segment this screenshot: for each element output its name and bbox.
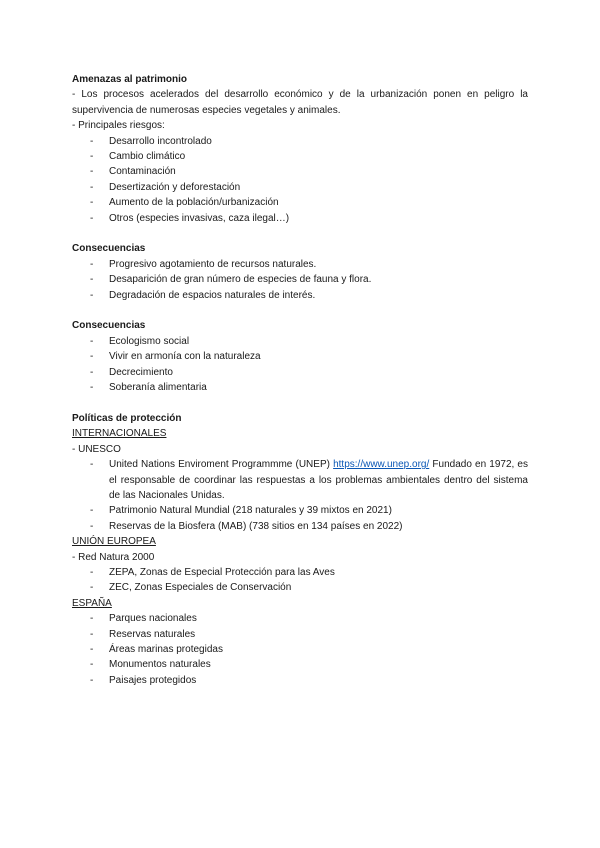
list-item: - Soberanía alimentaria xyxy=(72,380,528,395)
dash-bullet: - xyxy=(90,258,94,270)
dash-bullet: - xyxy=(90,335,94,347)
list-item: - Reservas de la Biosfera (MAB) (738 sitios en 134 países en 2022) xyxy=(72,519,528,534)
list-item: - Monumentos naturales xyxy=(72,657,528,672)
dash-bullet: - xyxy=(90,566,94,578)
list-item: - ZEPA, Zonas de Especial Protección para las Aves xyxy=(72,565,528,580)
international-list xyxy=(72,457,528,534)
risks-label: - Principales riesgos: xyxy=(72,120,165,132)
dash-bullet: - xyxy=(90,366,94,378)
dash-bullet: - xyxy=(90,613,94,625)
dash-bullet: - xyxy=(90,505,94,517)
dash-bullet: - xyxy=(90,459,94,471)
list-item: - Áreas marinas protegidas xyxy=(72,642,528,657)
spain-list xyxy=(72,611,528,688)
consequences-heading-2: Consecuencias xyxy=(72,320,146,332)
policies-heading: Políticas de protección xyxy=(72,412,182,424)
dash-bullet: - xyxy=(90,659,94,671)
eu-list xyxy=(72,565,528,596)
dash-bullet: - xyxy=(90,135,94,147)
list-item: - Reservas naturales xyxy=(72,627,528,642)
list-item: - Desaparición de gran número de especies de fauna y flora. xyxy=(72,272,528,287)
consequences-heading: Consecuencias xyxy=(72,243,146,255)
dash-bullet: - xyxy=(90,274,94,286)
list-item: - ZEC, Zonas Especiales de Conservación xyxy=(72,580,528,595)
natura-label: - Red Natura 2000 xyxy=(72,551,155,563)
unep-text: United Nations Enviroment Programmme (UNEP) xyxy=(109,459,334,471)
dash-bullet: - xyxy=(90,351,94,363)
list-item: - Paisajes protegidos xyxy=(72,673,528,688)
list-item: - Parques nacionales xyxy=(72,611,528,626)
threats-heading: Amenazas al patrimonio xyxy=(72,74,188,85)
dash-bullet: - xyxy=(90,520,94,532)
unep-link[interactable]: https://www.unep.org/ xyxy=(333,459,430,471)
dash-bullet: - xyxy=(90,151,94,163)
spain-label: ESPAÑA xyxy=(72,597,112,609)
dash-bullet: - xyxy=(90,382,94,394)
eu-label: UNIÓN EUROPEA xyxy=(72,536,156,548)
list-item: - Degradación de espacios naturales de interés. xyxy=(72,288,528,303)
consequences-list-2 xyxy=(72,334,528,396)
document-content xyxy=(72,72,528,688)
dash-bullet: - xyxy=(90,582,94,594)
list-item: - Otros (especies invasivas, caza ilegal…) xyxy=(72,211,528,226)
international-label: INTERNACIONALES xyxy=(72,428,167,440)
dash-bullet: - xyxy=(90,643,94,655)
dash-bullet: - xyxy=(90,197,94,209)
list-item: - Ecologismo social xyxy=(72,334,528,349)
risks-list xyxy=(72,134,528,226)
dash-bullet: - xyxy=(90,212,94,224)
dash-bullet: - xyxy=(90,289,94,301)
consequences-list xyxy=(72,257,528,303)
dash-bullet: - xyxy=(90,181,94,193)
list-item: - Patrimonio Natural Mundial (218 naturales y 39 mixtos en 2021) xyxy=(72,503,528,518)
list-item: - Contaminación xyxy=(72,164,528,179)
list-item: - Decrecimiento xyxy=(72,365,528,380)
list-item: - Desarrollo incontrolado xyxy=(72,134,528,149)
list-item: - Cambio climático xyxy=(72,149,528,164)
list-item: - Desertización y deforestación xyxy=(72,180,528,195)
unep-description: Fundado en 1972, es el responsable de coordinar las respuestas a los problemas ambientales dentro del sistema de las Nacionales Unidas. xyxy=(109,459,528,501)
dash-bullet: - xyxy=(90,674,94,686)
list-item xyxy=(72,457,528,503)
list-item: - Vivir en armonía con la naturaleza xyxy=(72,349,528,364)
dash-bullet: - xyxy=(90,166,94,178)
list-item: - Progresivo agotamiento de recursos naturales. xyxy=(72,257,528,272)
threats-intro: - Los procesos acelerados del desarrollo económico y de la urbanización ponen en peligro la supervivencia de numerosas especies vegetales y animales. xyxy=(72,89,528,116)
list-item: - Aumento de la población/urbanización xyxy=(72,195,528,210)
unesco-label: - UNESCO xyxy=(72,443,121,455)
dash-bullet: - xyxy=(90,628,94,640)
